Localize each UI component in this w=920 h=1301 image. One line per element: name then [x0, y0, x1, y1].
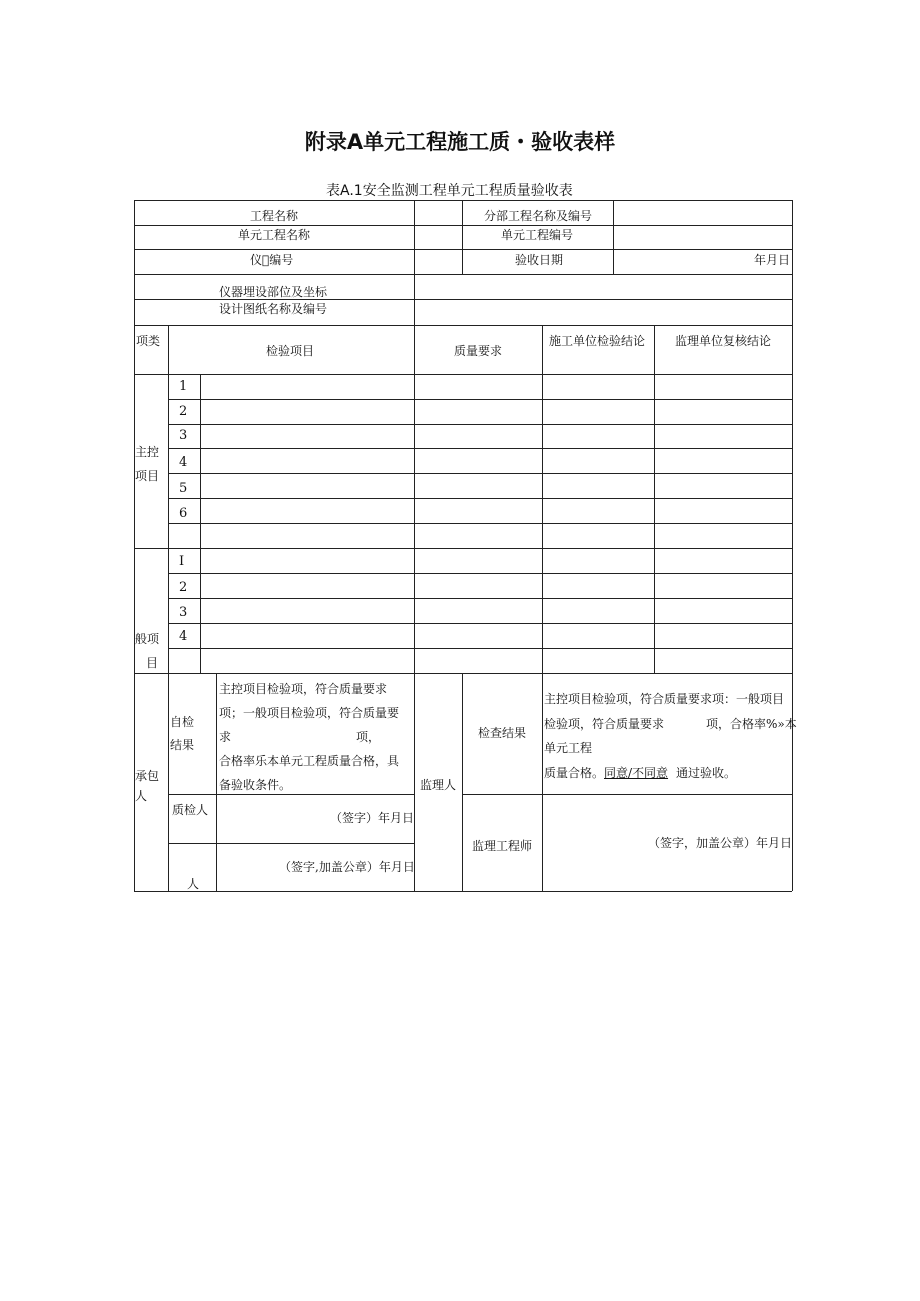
check-result-label: 检查结果 — [478, 726, 527, 740]
page-title: 附录A单元工程施工质・验收表样 — [304, 130, 616, 154]
subproject-name-label: 分部工程名称及编号 — [484, 209, 593, 223]
quality-requirement-header: 质量要求 — [454, 344, 503, 358]
general-items-label-line2: 目 — [146, 656, 159, 670]
row-number: 2 — [179, 404, 188, 419]
drawing-name-label: 设计图纸名称及编号 — [219, 302, 328, 316]
row-number: 3 — [179, 428, 188, 443]
contractor-label-line2: 人 — [135, 789, 148, 803]
self-check-label-line1: 自检 — [170, 715, 195, 729]
qc-person-label: 质检人 — [172, 803, 209, 817]
row-number: 2 — [179, 580, 188, 595]
unit-code-label: 单元工程编号 — [501, 228, 574, 242]
row-number: 5 — [179, 481, 188, 496]
agree-disagree-option: 同意/不同意 — [604, 766, 669, 780]
supervisor-label: 监理人 — [420, 778, 457, 792]
general-items-label-line1: 般项 — [135, 632, 160, 646]
date-placeholder: 年月日 — [754, 253, 791, 267]
main-items-label-line1: 主控 — [135, 445, 160, 459]
row-number: I — [179, 554, 185, 569]
install-location-label: 仪器埋设部位及坐标 — [219, 285, 328, 299]
contractor-label-line1: 承包 — [135, 769, 160, 783]
contractor-person-suffix: 人 — [187, 877, 200, 891]
contractor-conclusion-header: 施工单位检验结论 — [549, 334, 646, 348]
row-number: 4 — [179, 455, 188, 470]
supervisor-conclusion-header: 监理单位复核结论 — [675, 334, 772, 348]
main-items-label-line2: 项目 — [135, 469, 160, 483]
supervisor-signature-date: （签字，加盖公章）年月日 — [648, 836, 793, 850]
row-number: 1 — [179, 379, 188, 394]
inspection-item-header: 检验项目 — [266, 344, 315, 358]
category-header: 项类 — [136, 334, 161, 348]
project-name-label: 工程名称 — [250, 209, 299, 223]
supervising-engineer-label: 监理工程师 — [472, 839, 533, 853]
unit-name-label: 单元工程名称 — [238, 228, 311, 242]
contractor-signature-date: （签字,加盖公章）年月日 — [279, 860, 415, 874]
qc-signature-date: （签字）年月日 — [330, 811, 415, 825]
row-number: 6 — [179, 506, 188, 521]
acceptance-date-label: 验收日期 — [515, 253, 564, 267]
self-check-label-line2: 结果 — [170, 738, 195, 752]
row-number: 4 — [179, 629, 188, 644]
instrument-code-label: 仪 编号 — [250, 253, 294, 267]
table-title: 表A.1安全监测工程单元工程质量验收表 — [326, 183, 573, 199]
row-number: 3 — [179, 605, 188, 620]
